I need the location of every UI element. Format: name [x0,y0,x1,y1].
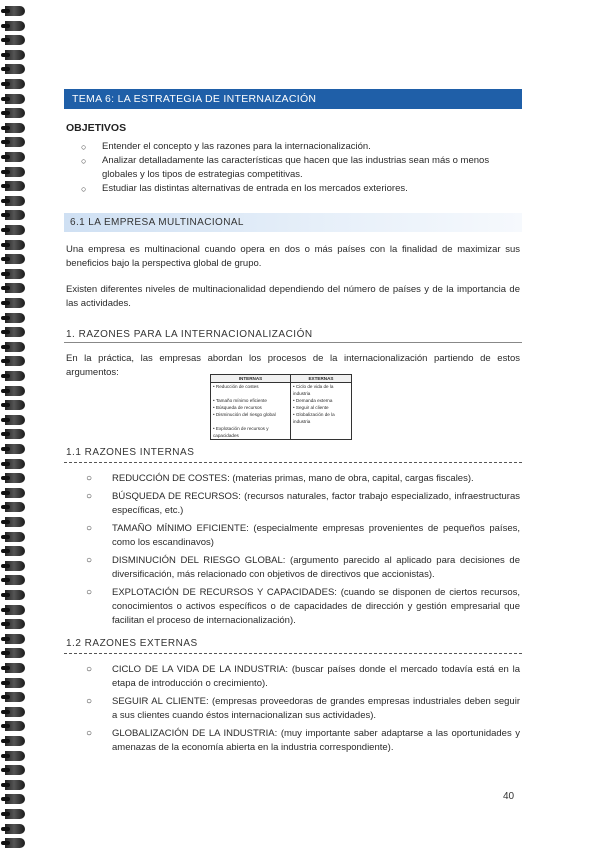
bullet-circle-icon: ○ [86,728,93,739]
bullet-circle-icon: ○ [81,184,87,194]
section-title-bar [64,213,522,232]
razones-table [210,374,352,440]
binding-ring [5,400,25,410]
binding-ring [5,707,25,717]
binding-ring [5,736,25,746]
binding-ring [5,123,25,133]
binding-ring [5,240,25,250]
binding-ring [5,79,25,89]
table-cell: • Demanda externa [291,397,352,404]
binding-ring [5,590,25,600]
binding-ring [5,35,25,45]
binding-ring [5,663,25,673]
list-item: ○ EXPLOTACIÓN DE RECURSOS Y CAPACIDADES: (cuando se disponen de ciertos recursos, conocimientos o activos específicos o de capacidades de dirección y gestión empresarial que facilitan el proceso de internacionalización). [86,587,520,626]
bullet-circle-icon: ○ [86,587,93,598]
bullet-circle-icon: ○ [86,473,93,484]
binding-ring [5,488,25,498]
binding-ring [5,619,25,629]
binding-ring [5,546,25,556]
binding-ring [5,283,25,293]
binding-ring [5,269,25,279]
page-number: 40 [503,791,515,802]
objectives-list [78,140,516,196]
razones-intro: En la práctica, las empresas abordan los procesos de la internacionalización partiendo de estos argumentos: [66,353,520,378]
binding-ring [5,196,25,206]
binding-ring [5,386,25,396]
list-item: ○ Entender el concepto y las razones para la internacionalización. [81,141,371,152]
bullet-circle-icon: ○ [86,696,93,707]
binding-ring [5,94,25,104]
binding-ring [5,108,25,118]
razones-externas-title: 1.2 RAZONES EXTERNAS [66,638,198,649]
bullet-circle-icon: ○ [86,491,93,502]
table-cell [291,425,352,440]
bullet-circle-icon: ○ [81,156,87,166]
divider [64,653,522,654]
razones-title: 1. RAZONES PARA LA INTERNACIONALIZACIÓN [66,329,313,340]
binding-ring [5,152,25,162]
table-cell: • Seguir al cliente [291,404,352,411]
table-cell: • Globalización de la industria [291,411,352,425]
binding-ring [5,473,25,483]
binding-ring [5,167,25,177]
binding-ring [5,532,25,542]
binding-ring [5,721,25,731]
binding-ring [5,342,25,352]
binding-ring [5,64,25,74]
binding-ring [5,356,25,366]
binding-ring [5,210,25,220]
table-header-internas: INTERNAS [211,375,291,383]
niveles-paragraph: Existen diferentes niveles de multinacionalidad dependiendo del número de países y de la importancia de las actividades. [66,284,520,309]
razones-internas-list [86,472,520,632]
binding-ring [5,6,25,16]
binding-ring [5,678,25,688]
list-item: ○ CICLO DE LA VIDA DE LA INDUSTRIA: (buscar países donde el mercado todavía está en la etapa de introducción o crecimiento). [86,664,520,689]
divider [64,462,522,463]
divider [64,342,522,343]
razones-externas-list [86,663,520,759]
list-item: ○ SEGUIR AL CLIENTE: (empresas proveedoras de grandes empresas industriales deben seguir a sus clientes cuando éstos internacionalizan sus actividades). [86,696,520,721]
page-title-bar [64,89,522,109]
page-title: TEMA 6: LA ESTRATEGIA DE INTERNAIZACIÓN [72,93,317,105]
binding-ring [5,50,25,60]
binding-ring [5,648,25,658]
binding-ring [5,444,25,454]
binding-ring [5,794,25,804]
table-cell: • Ciclo de vida de la industria [291,383,352,398]
list-item: ○ REDUCCIÓN DE COSTES: (materias primas, mano de obra, capital, cargas fiscales). [86,473,474,484]
list-item: ○ TAMAÑO MÍNIMO EFICIENTE: (especialmente empresas provenientes de pequeños países, como los escandinavos) [86,523,520,548]
binding-ring [5,561,25,571]
razones-internas-title: 1.1 RAZONES INTERNAS [66,447,195,458]
binding-ring [5,298,25,308]
objectives-heading: OBJETIVOS [66,122,127,134]
table-cell: • Tamaño mínimo eficiente [211,397,291,404]
list-item: ○ Analizar detalladamente las características que hacen que las industrias sean más o menos globales y los tipos de estrategias competitivas. [81,155,490,180]
binding-ring [5,517,25,527]
binding-ring [5,371,25,381]
binding-ring [5,809,25,819]
binding-ring [5,429,25,439]
binding-ring [5,137,25,147]
binding-ring [5,327,25,337]
table-cell: • Explotación de recursos y capacidades [211,425,291,440]
list-item: ○ Estudiar las distintas alternativas de entrada en los mercados exteriores. [81,183,408,194]
binding-ring [5,415,25,425]
bullet-circle-icon: ○ [81,142,87,152]
table-cell: • Búsqueda de recursos [211,404,291,411]
list-item: ○ BÚSQUEDA DE RECURSOS: (recursos naturales, factor trabajo especializado, infraestructuras específicas, etc.) [86,491,520,516]
binding-ring [5,459,25,469]
binding-ring [5,21,25,31]
multinacional-paragraph: Una empresa es multinacional cuando opera en dos o más países con la finalidad de maximizar sus beneficios bajo la perspectiva global de grupo. [66,244,520,269]
binding-ring [5,502,25,512]
spiral-binding [0,0,26,848]
binding-ring [5,225,25,235]
binding-ring [5,605,25,615]
list-item: ○ GLOBALIZACIÓN DE LA INDUSTRIA: (muy importante saber adaptarse a las oportunidades y amenazas de la economía abierta en la industria correspondiente). [86,728,520,753]
binding-ring [5,765,25,775]
binding-ring [5,181,25,191]
binding-ring [5,780,25,790]
binding-ring [5,313,25,323]
binding-ring [5,634,25,644]
bullet-circle-icon: ○ [86,555,93,566]
bullet-circle-icon: ○ [86,523,93,534]
bullet-circle-icon: ○ [86,664,93,675]
binding-ring [5,254,25,264]
section-title: 6.1 LA EMPRESA MULTINACIONAL [70,217,244,228]
binding-ring [5,692,25,702]
binding-ring [5,751,25,761]
binding-ring [5,824,25,834]
table-cell: • Disminución del riesgo global [211,411,291,425]
list-item: ○ DISMINUCIÓN DEL RIESGO GLOBAL: (argumento parecido al aplicado para decisiones de diversificación, más relacionado con objetivos de directivos que accionistas). [86,555,520,580]
binding-ring [5,575,25,585]
table-header-externas: EXTERNAS [291,375,352,383]
binding-ring [5,838,25,848]
table-cell: • Reducción de costes [211,383,291,398]
